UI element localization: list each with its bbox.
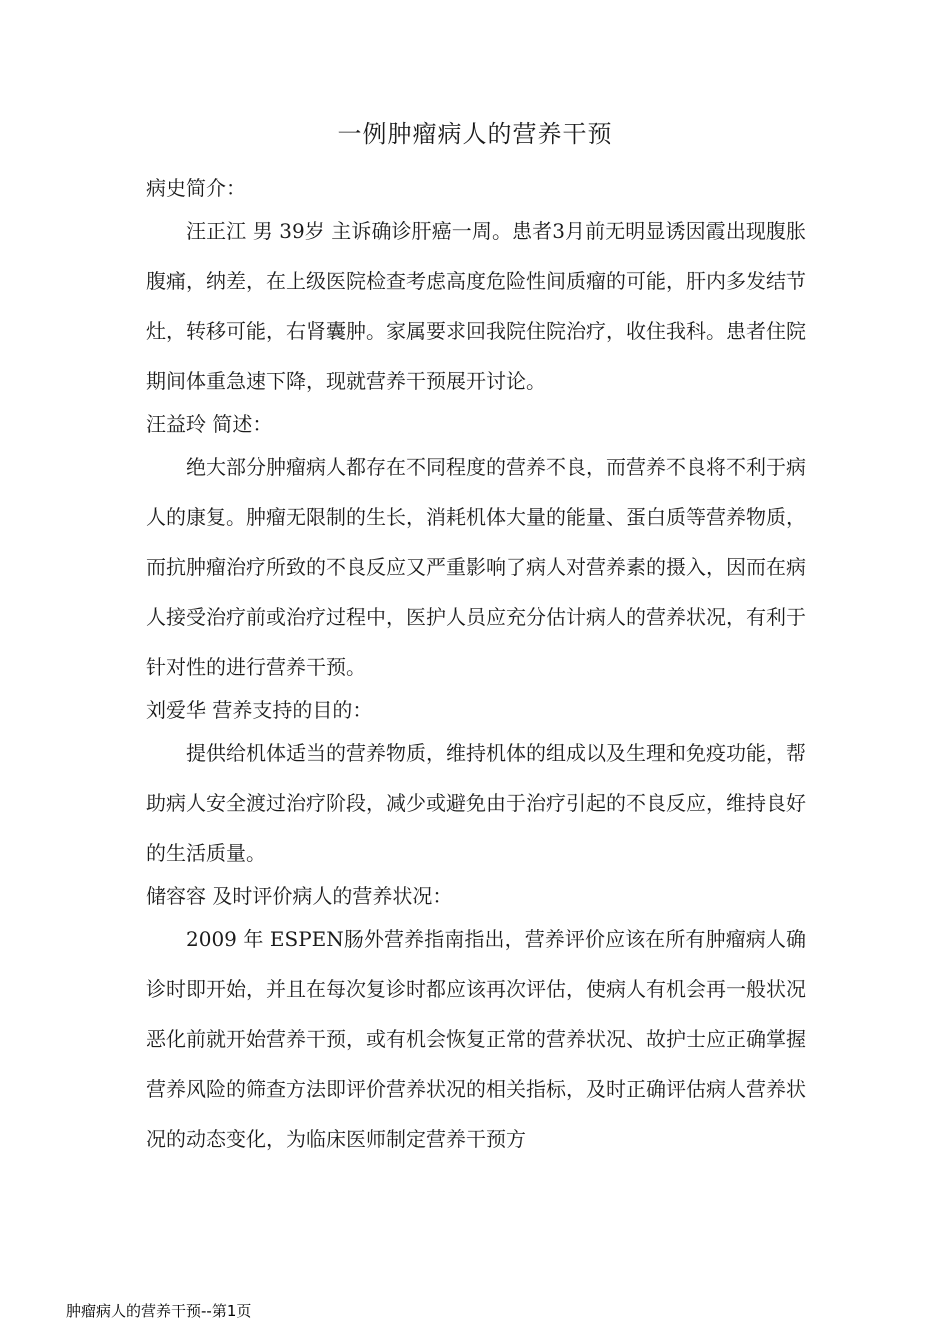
section-paragraph: 提供给机体适当的营养物质，维持机体的组成以及生理和免疫功能，帮助病人安全渡过治疗阶段，减少或避免由于治疗引起的不良反应，维持良好的生活质量。 [146,741,806,865]
section-heading: 刘爱华 营养支持的目的： [146,698,373,722]
section-support-goal [146,692,806,878]
section-paragraph: 2009 年 ESPEN肠外营养指南指出，营养评价应该在所有肿瘤病人确诊时即开始，并且在每次复诊时都应该再次评估，使病人有机会再一般状况恶化前就开始营养干预，或有机会恢复正常的营养状况、故护士应正确掌握营养风险的筛查方法即评价营养状况的相关指标，及时正确评估病人营养状况的动态变化，为临床医师制定营养干预方 [146,927,806,1151]
section-paragraph: 汪正江 男 39岁 主诉确诊肝癌一周。患者3月前无明显诱因霞出现腹胀腹痛，纳差，在上级医院检查考虑高度危险性间质瘤的可能，肝内多发结节灶，转移可能，右肾囊肿。家属要求回我院住院治疗，收住我科。患者住院期间体重急速下降，现就营养干预展开讨论。 [146,219,806,393]
page-footer: 肿瘤病人的营养干预--第1页 [66,1302,252,1320]
document-title: 一例肿瘤病人的营养干预 [337,120,613,148]
section-assessment [146,878,806,1164]
section-history [146,170,806,406]
section-heading: 汪益玲 简述： [146,412,273,436]
section-heading: 储容容 及时评价病人的营养状况： [146,884,453,908]
section-heading: 病史简介： [146,176,246,200]
section-summary [146,406,806,692]
section-paragraph: 绝大部分肿瘤病人都存在不同程度的营养不良，而营养不良将不利于病人的康复。肿瘤无限制的生长，消耗机体大量的能量、蛋白质等营养物质，而抗肿瘤治疗所致的不良反应又严重影响了病人对营养素的摄入，因而在病人接受治疗前或治疗过程中，医护人员应充分估计病人的营养状况，有利于针对性的进行营养干预。 [146,455,806,679]
document-body [146,170,806,1164]
